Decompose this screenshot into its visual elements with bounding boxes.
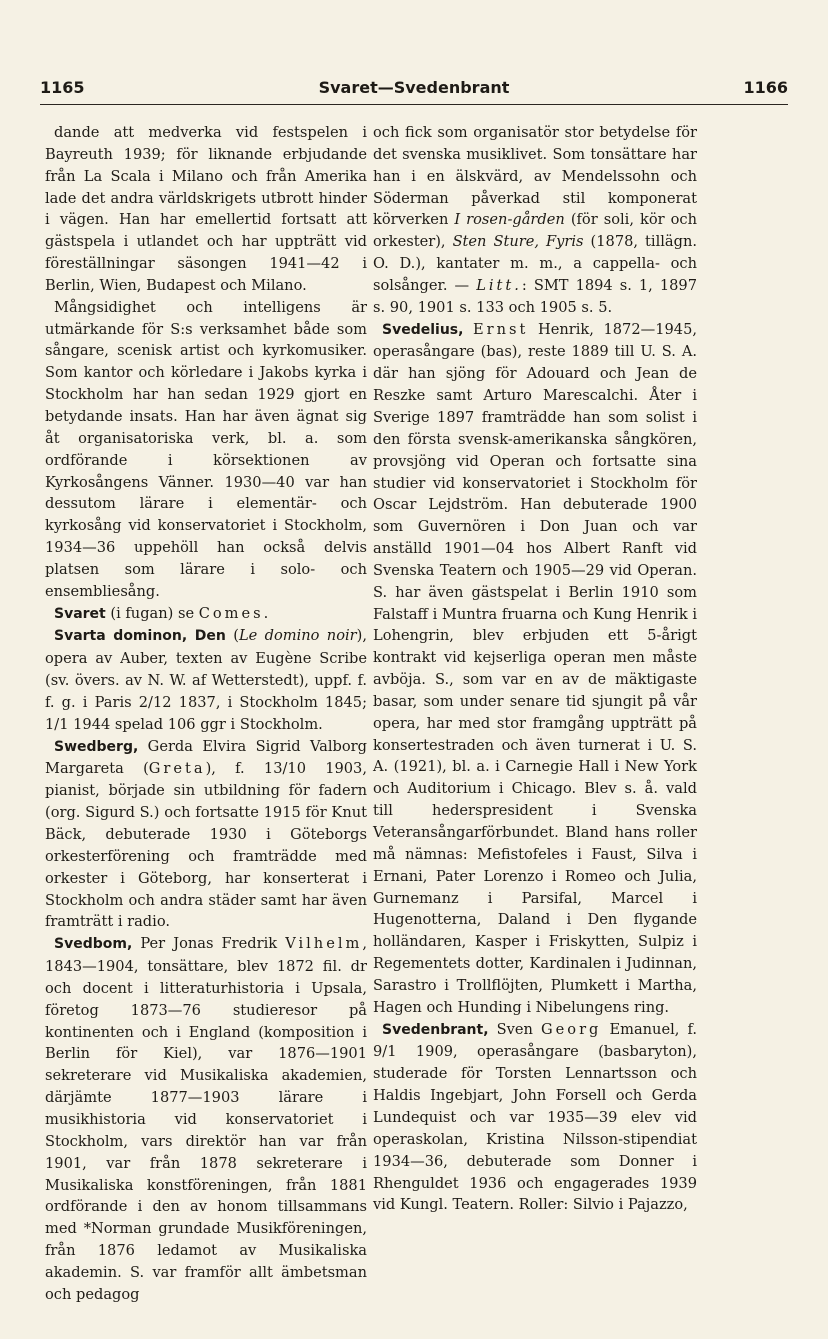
headword: Swedberg, [54, 738, 139, 755]
headword: Svedbom, [54, 936, 133, 953]
headword: Svaret [54, 605, 106, 622]
header-rule [40, 104, 788, 105]
headword: Svedelius, [382, 321, 464, 338]
right-column [373, 122, 697, 1216]
entry-svedenbrant: Svedenbrant, Sven Georg Emanuel, f. 9/1 1909, operasångare (basbaryton), studerade för Torsten Lennartsson och Haldis Ingebjart, John Forsell och Gerda Lundequist och var 1935—39 elev vid operaskolan, Kristina Nilsson-stipendiat 1934—36, debuterade som Donner i Rhenguldet 1936 och engagerades 1939 vid Kungl. Teatern. Roller: Silvio i Pajazzo, [373, 1020, 697, 1214]
entry-swedberg: Swedberg, Gerda Elvira Sigrid Valborg Margareta (Greta), f. 13/10 1903, pianist, började sin utbildning för fadern (org. Sigurd S.) och fortsatte 1915 för Knut Bäck, debuterade 1930 i Göteborgs orkesterförening och framträdde med orkester i Göteborg, har konserterat i Stockholm och andra städer samt har även framträtt i radio. [45, 737, 367, 931]
headword: Svedenbrant, [382, 1021, 489, 1038]
entry-svarta-dominon: Svarta dominon, Den (Le domino noir), opera av Auber, texten av Eugène Scribe (sv. övers. av N. W. af Wetterstedt), uppf. f. f. g. i Paris 2/12 1837, i Stockholm 1845; 1/1 1944 spelad 106 ggr i Stockholm. [45, 627, 367, 733]
entry-svedbom: Svedbom, Per Jonas Fredrik Vilhelm, 1843—1904, tonsättare, blev 1872 fil. dr och docent i litteraturhistoria i Upsala, företog 1873—76 studieresor på kontinenten och i England (komposition i Berlin för Kiel), var 1876—1901 sekreterare vid Musikaliska akademien, därjämte 1877—1903 lärare i musikhistoria vid konservatoriet i Stockholm, vars direktör han var från 1901, var från 1878 sekreterare i Musikaliska konstföreningen, från 1881 ordförande i den av honom tillsammans med *Norman grundade Musikföreningen, från 1876 ledamot av Musikaliska akademin. S. var framför allt ämbetsman och pedagog [45, 935, 367, 1303]
running-title: Svaret—Svedenbrant [318, 78, 510, 97]
paragraph: Mångsidighet och intelligens är utmärkande för S:s verksamhet både som sångare, scenisk artist och kyrkomusiker. Som kantor och körledare i Jakobs kyrka i Stockholm har han sedan 1929 gjort en betydande insats. Han har även ägnat sig åt organisatoriska verk, bl. a. som ordförande i körsektionen av Kyrkosångens Vänner. 1930—40 var han dessutom lärare i elementär- och kyrkosång vid konservatoriet i Stockholm, 1934—36 uppehöll han också delvis platsen som lärare i solo- och ensembliesång. [45, 298, 367, 600]
running-header [40, 74, 788, 104]
left-column [45, 122, 367, 1306]
page-number-left: 1165 [40, 78, 85, 97]
entry-svedelius: Svedelius, Ernst Henrik, 1872—1945, operasångare (bas), reste 1889 till U. S. A. där han sjöng för Adouard och Jean de Reszke samt Arturo Marescalchi. Åter i Sverige 1897 framträdde han som solist i den första svensk-amerikanska sångkören, provsjöng vid Operan och fortsatte sina studier vid konservatoriet i Stockholm för Oscar Lejdström. Han debuterade 1900 som Guvernören i Don Juan och var anställd 1901—04 hos Albert Ranft vid Svenska Teatern och 1905—29 vid Operan. S. har även gästspelat i Berlin 1910 som Falstaff i Muntra fruarna och Kung Henrik i Lohengrin, blev erbjuden ett 5-årigt kontrakt vid kejserliga operan men måste avböja. S., som var en av de mäktigaste basar, som under senare tid sjungit på vår opera, har med stor framgång uppträtt på konsertestraden och även turnerat i U. S. A. (1921), bl. a. i Carnegie Hall i New York och Auditorium i Chicago. Blev s. å. vald till hederspresident i Svenska Veteransångarförbundet. Bland hans roller må nämnas: Mefistofeles i Faust, Silva i Ernani, Pater Lorenzo i Romeo och Julia, Gurnemanz i Parsifal, Marcel i Hugenotterna, Daland i Den flygande holländaren, Kasper i Friskytten, Sulpiz i Regementets dotter, Kardinalen i Judinnan, Sarastro i Trollflöjten, Plumkett i Martha, Hagen och Hunding i Nibelungens ring. [373, 320, 697, 1016]
entry-continuation: dande att medverka vid festspelen i Bayreuth 1939; för liknande erbjudande från La Scala i Milano och från Amerika lade det andra världskrigets utbrott hinder i vägen. Han har emellertid fortsatt att gästspela i utlandet och har uppträtt vid föreställningar säsongen 1941—42 i Berlin, Wien, Budapest och Milano. [45, 124, 367, 294]
page-number-right: 1166 [743, 78, 788, 97]
entry-continuation: och fick som organisatör stor betydelse för det svenska musiklivet. Som tonsättare har han i en älskvärd, av Mendelssohn och Söderman påverkad stil komponerat körverken I rosen-gården (för soli, kör och orkester), Sten Sture, Fyris (1878, tillägn. O. D.), kantater m. m., a cappella- och solsånger. — Litt.: SMT 1894 s. 1, 1897 s. 90, 1901 s. 133 och 1905 s. 5. [373, 124, 697, 316]
headword: Svarta dominon, Den [54, 628, 226, 645]
entry-svaret: Svaret (i fugan) se Comes. [54, 604, 269, 622]
